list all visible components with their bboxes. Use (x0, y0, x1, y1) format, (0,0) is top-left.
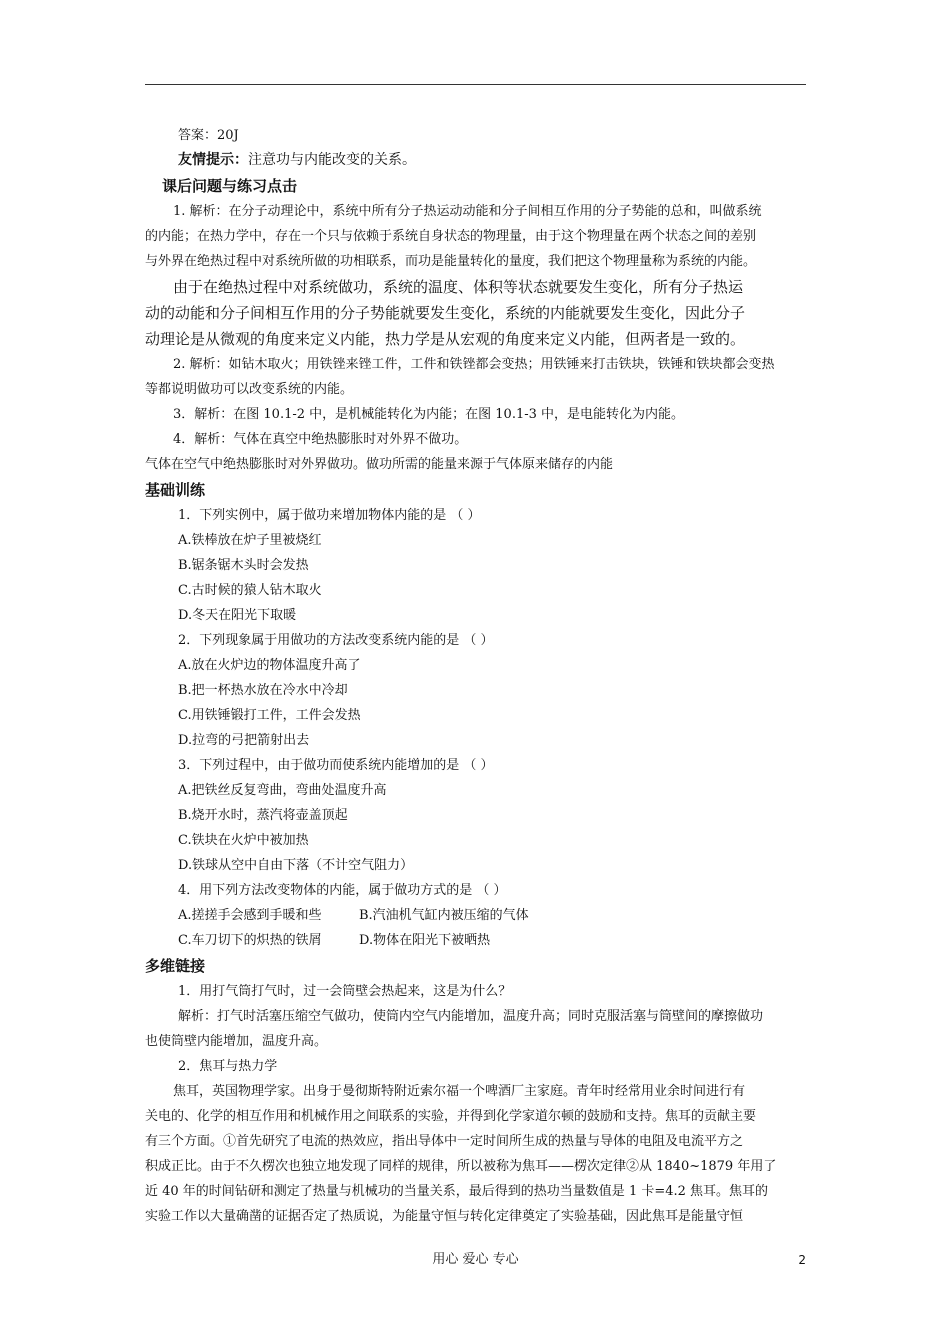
joule-paragraph: 焦耳，英国物理学家。出身于曼彻斯特附近索尔福一个啤酒厂主家庭。青年时经常用业余时间进行有 关电的、化学的相互作用和机械作用之间联系的实验，并得到化学家道尔顿的鼓励和支持。焦耳的贡献主要 有三个方面。①首先研究了电流的热效应，指出导体中一定时间所生成的热量与导体的电阻及电流平方之 积成正比。由于不久楞次也独立地发现了同样的规律，所以被称为焦耳——楞次定律②从 1840~1879 年用了 近 40 年的时间钻研和测定了热量与机械功的当量关系，最后得到的热功当量数值是 1 卡=4.2 焦耳。焦耳的 实验工作以大量确凿的证据否定了热质说，为能量守恒与转化定律奠定了实验基础，因此焦耳是能量守恒 (145, 1084, 777, 1224)
answer-value: 20J (217, 128, 239, 143)
heading-after-class: 课后问题与练习点击 (162, 177, 298, 195)
heading-basic: 基础训练 (145, 481, 206, 499)
basic-question-1: 1．下列实例中，属于做功来增加物体内能的是 （ ） A.铁棒放在炉子里被烧红 B.锯条锯木头时会发热 C.古时候的猿人钻木取火 D.冬天在阳光下取暖 (145, 503, 806, 628)
option: C.用铁锤锻打工件，工件会发热 (178, 708, 361, 723)
heading-multi: 多维链接 (145, 957, 206, 975)
tip-line: 友情提示：注意功与内能改变的关系。 (178, 152, 416, 168)
basic-question-4: 4．用下列方法改变物体的内能，属于做功方式的是 （ ） A.搓搓手会感到手暖和些 B.汽油机气缸内被压缩的气体 C.车刀切下的炽热的铁屑 D.物体在阳光下被晒热 (145, 878, 806, 953)
footer-motto: 用心 爱心 专心 (432, 1252, 519, 1267)
basic-question-2: 2．下列现象属于用做功的方法改变系统内能的是 （ ） A.放在火炉边的物体温度升高了 B.把一杯热水放在冷水中冷却 C.用铁锤锻打工件，工件会发热 D.拉弯的弓把箭射出去 (145, 628, 806, 753)
after-class-q4-more: 气体在空气中绝热膨胀时对外界做功。做功所需的能量来源于气体原来储存的内能 (145, 457, 614, 472)
option: D.拉弯的弓把箭射出去 (178, 733, 310, 748)
after-class-q2: 2. 解析：如钻木取火；用铁锉来锉工件，工件和铁锉都会变热；用铁锤来打击铁块，铁锤和铁块都会变热 等都说明做功可以改变系统的内能。 (145, 357, 775, 397)
page-number: 2 (798, 1253, 806, 1267)
multi-q1-answer: 解析：打气时活塞压缩空气做功，使筒内空气内能增加，温度升高；同时克服活塞与筒壁间的摩擦做功 也使筒壁内能增加，温度升高。 (145, 1009, 764, 1049)
option: B.汽油机气缸内被压缩的气体 (359, 908, 529, 923)
option: A.铁棒放在炉子里被烧红 (178, 533, 322, 548)
after-class-q4: 4．解析：气体在真空中绝热膨胀时对外界不做功。 (173, 432, 468, 447)
option: D.铁球从空中自由下落（不计空气阻力） (178, 858, 414, 873)
option: A.放在火炉边的物体温度升高了 (178, 658, 361, 673)
option: C.古时候的猿人钻木取火 (178, 583, 322, 598)
after-class-q1: 1. 解析：在分子动理论中，系统中所有分子热运动动能和分子间相互作用的分子势能的总和，叫做系统 的内能；在热力学中，存在一个只与依赖于系统自身状态的物理量，由于这个物理量在两个状态之间的差别 与外界在绝热过程中对系统所做的功相联系，而功是能量转化的量度，我们把这个物理量称为系统的内能。 由于在绝热过程中对系统做功，系统的温度、体积等状态就要发生变化，所有分子热运 动的动能和分子间相互作用的分子势能就要发生变化，系统的内能就要发生变化，因此分子 动理论是从微观的角度来定义内能，热力学是从宏观的角度来定义内能，但两者是一致的。 (145, 204, 762, 348)
multi-q2: 2．焦耳与热力学 (178, 1059, 278, 1074)
option: B.把一杯热水放在冷水中冷却 (178, 683, 348, 698)
option: A.把铁丝反复弯曲，弯曲处温度升高 (178, 783, 387, 798)
tip-label: 友情提示： (178, 152, 248, 168)
option: C.车刀切下的炽热的铁屑 (178, 933, 322, 948)
multi-q1: 1．用打气筒打气时，过一会筒壁会热起来，这是为什么？ (178, 984, 512, 999)
answer-line: 答案：20J (178, 128, 239, 143)
option: C.铁块在火炉中被加热 (178, 833, 309, 848)
after-class-q3: 3．解析：在图 10.1-2 中，是机械能转化为内能；在图 10.1-3 中，是电能转化为内能。 (173, 407, 685, 422)
basic-question-3: 3．下列过程中，由于做功而使系统内能增加的是 （ ） A.把铁丝反复弯曲，弯曲处温度升高 B.烧开水时，蒸汽将壶盖顶起 C.铁块在火炉中被加热 D.铁球从空中自由下落（不计空气阻力） (145, 753, 806, 878)
option: A.搓搓手会感到手暖和些 (178, 908, 322, 923)
option: D.物体在阳光下被晒热 (359, 933, 491, 948)
option: B.烧开水时，蒸汽将壶盖顶起 (178, 808, 348, 823)
header-rule (145, 84, 806, 85)
option: B.锯条锯木头时会发热 (178, 558, 309, 573)
document-body (145, 123, 806, 1229)
option: D.冬天在阳光下取暖 (178, 608, 297, 623)
